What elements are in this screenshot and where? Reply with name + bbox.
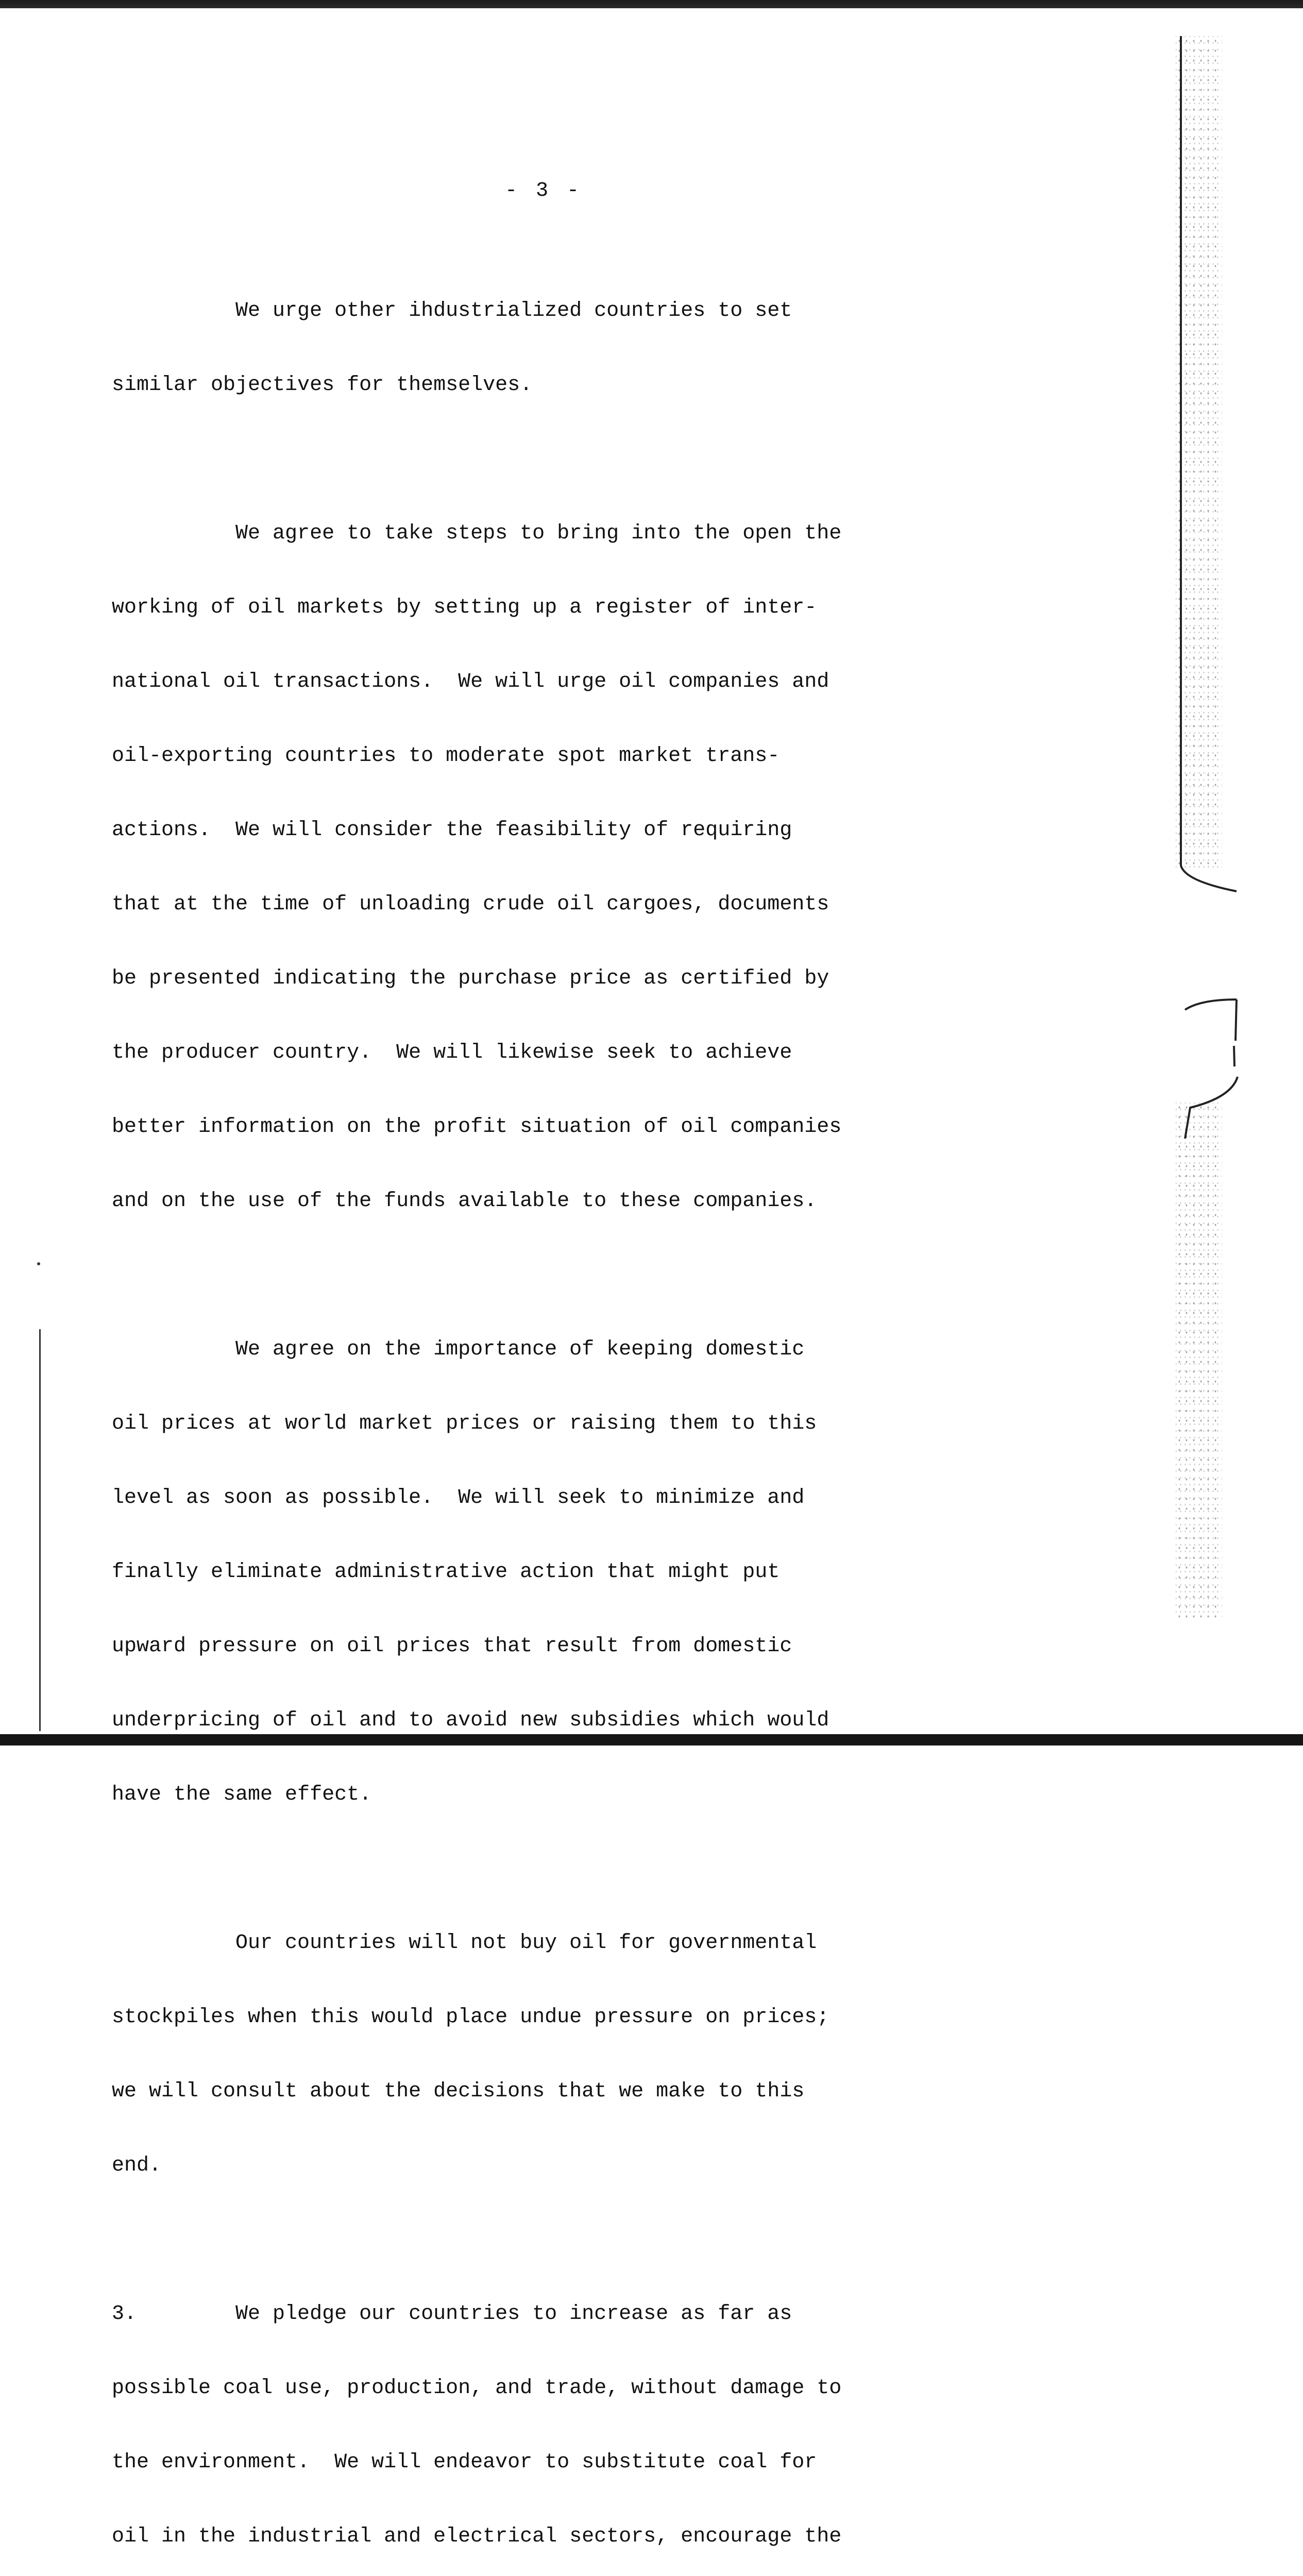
paragraph [112, 1882, 1029, 2228]
text-line: upward pressure on oil prices that result from domestic [112, 1635, 792, 1658]
text-line: 3. We pledge our countries to increase as far as [112, 2302, 792, 2326]
text-line: end. [112, 2154, 162, 2177]
text-line: We agree on the importance of keeping domestic [112, 1338, 805, 1361]
paragraph [112, 472, 1029, 1263]
text-line: oil-exporting countries to moderate spot market trans- [112, 744, 780, 768]
text-line: be presented indicating the purchase price as certified by [112, 967, 830, 990]
text-line: the producer country. We will likewise seek to achieve [112, 1041, 792, 1064]
paragraph [112, 249, 1029, 447]
paragraph [112, 2252, 1029, 2576]
margin-bracket-marks [1170, 31, 1242, 1618]
text-line: We urge other ihdustrialized countries to set [112, 299, 792, 323]
text-line: oil in the industrial and electrical sectors, encourage the [112, 2525, 842, 2548]
left-margin-rule [39, 1329, 41, 1731]
text-line: stockpiles when this would place undue pressure on prices; [112, 2006, 830, 2029]
text-line: better information on the profit situation of oil companies [112, 1115, 842, 1139]
scan-top-edge [0, 0, 1303, 8]
text-line: and on the use of the funds available to these companies. [112, 1190, 817, 1213]
document-body [112, 249, 1029, 2576]
text-line: level as soon as possible. We will seek to minimize and [112, 1486, 805, 1510]
text-line: working of oil markets by setting up a register of inter- [112, 596, 817, 619]
text-line: actions. We will consider the feasibility of requiring [112, 819, 792, 842]
text-line: we will consult about the decisions that we make to this [112, 2080, 805, 2103]
text-line: underpricing of oil and to avoid new subsidies which would [112, 1709, 830, 1732]
text-line: Our countries will not buy oil for governmental [112, 1931, 817, 1955]
text-line: national oil transactions. We will urge oil companies and [112, 670, 830, 693]
text-line: similar objectives for themselves. [112, 374, 533, 397]
text-line: have the same effect. [112, 1783, 372, 1806]
page-number: - 3 - [505, 179, 583, 202]
text-line: We agree to take steps to bring into the open the [112, 522, 842, 545]
text-line: finally eliminate administrative action that might put [112, 1561, 780, 1584]
paragraph [112, 1288, 1029, 1857]
text-line: oil prices at world market prices or raising them to this [112, 1412, 817, 1435]
stray-mark [37, 1262, 40, 1265]
text-line: the environment. We will endeavor to substitute coal for [112, 2451, 817, 2474]
text-line: possible coal use, production, and trade, without damage to [112, 2377, 842, 2400]
text-line: that at the time of unloading crude oil cargoes, documents [112, 893, 830, 916]
